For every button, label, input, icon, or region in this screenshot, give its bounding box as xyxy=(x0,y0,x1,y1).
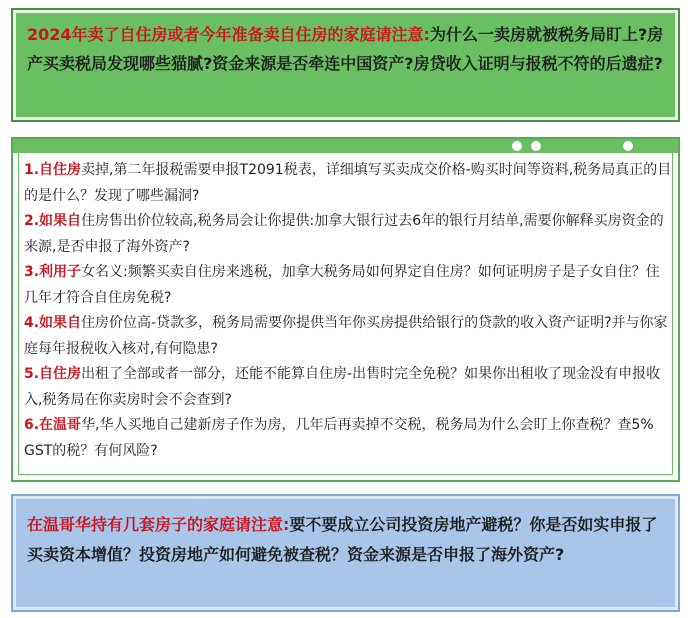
header-highlight: 2024年卖了自住房或者今年准备卖自住房的家庭请注意: xyxy=(27,25,430,44)
question-item-4 xyxy=(24,311,672,362)
question-text: 住房售出价位较高,税务局会让你提供:加拿大银行过去6年的银行月结单,需要你解释买房资金的来源,是否申报了海外资产? xyxy=(24,213,664,255)
question-item-3 xyxy=(24,260,672,311)
question-item-1 xyxy=(24,158,672,209)
question-item-6 xyxy=(24,413,672,464)
question-lead: 2.如果自 xyxy=(24,213,82,229)
header-banner xyxy=(11,8,680,122)
question-item-5 xyxy=(24,362,672,413)
question-list xyxy=(24,158,672,464)
footer-text xyxy=(27,510,666,570)
question-text: 出租了全部或者一部分，还能不能算自住房-出售时完全免税？如果你出租收了现金没有申报收入,税务局在你卖房时会不会查到? xyxy=(24,366,661,408)
panel-top-band xyxy=(13,139,678,153)
question-item-2 xyxy=(24,209,672,260)
footer-banner xyxy=(11,494,680,612)
decor-dot xyxy=(531,141,541,151)
question-lead: 1.自住房 xyxy=(24,162,82,178)
question-text: 女名义:频繁买卖自住房来逃税，加拿大税务局如何界定自住房？如何证明房子是子女自住？住几年才符合自住房免税? xyxy=(24,264,660,306)
question-lead: 6.在温哥 xyxy=(24,417,82,433)
questions-panel xyxy=(11,137,680,482)
question-lead: 5.自住房 xyxy=(24,366,82,382)
footer-highlight: 在温哥华持有几套房子的家庭请注意: xyxy=(27,515,290,534)
header-body: 为什么一卖房就被税务局盯上?房产买卖税局发现哪些猫腻?资金来源是否牵连中国资产?房贷收入证明与报税不符的后遗症? xyxy=(27,25,664,73)
question-text: 住房价位高-贷款多，税务局需要你提供当年你买房提供给银行的贷款的收入资产证明?并与你家庭每年报税收入核对,有何隐患? xyxy=(24,315,668,357)
header-text xyxy=(27,20,668,78)
question-lead: 3.利用子 xyxy=(24,264,82,280)
question-text: 卖掉,第二年报税需要申报T2091税表，详细填写买卖成交价格-购买时间等资料,税务局真正的目的是什么？发现了哪些漏洞? xyxy=(24,162,672,204)
decor-dot xyxy=(512,141,522,151)
question-lead: 4.如果自 xyxy=(24,315,82,331)
footer-body: 要不要成立公司投资房地产避税？你是否如实申报了买卖资本增值？投资房地产如何避免被查税？资金来源是否申报了海外资产? xyxy=(27,515,658,564)
question-text: 华,华人买地自己建新房子作为房，几年后再卖掉不交税，税务局为什么会盯上你查税？查5% GST的税？有何风险? xyxy=(24,417,654,459)
decor-dot xyxy=(623,141,633,151)
